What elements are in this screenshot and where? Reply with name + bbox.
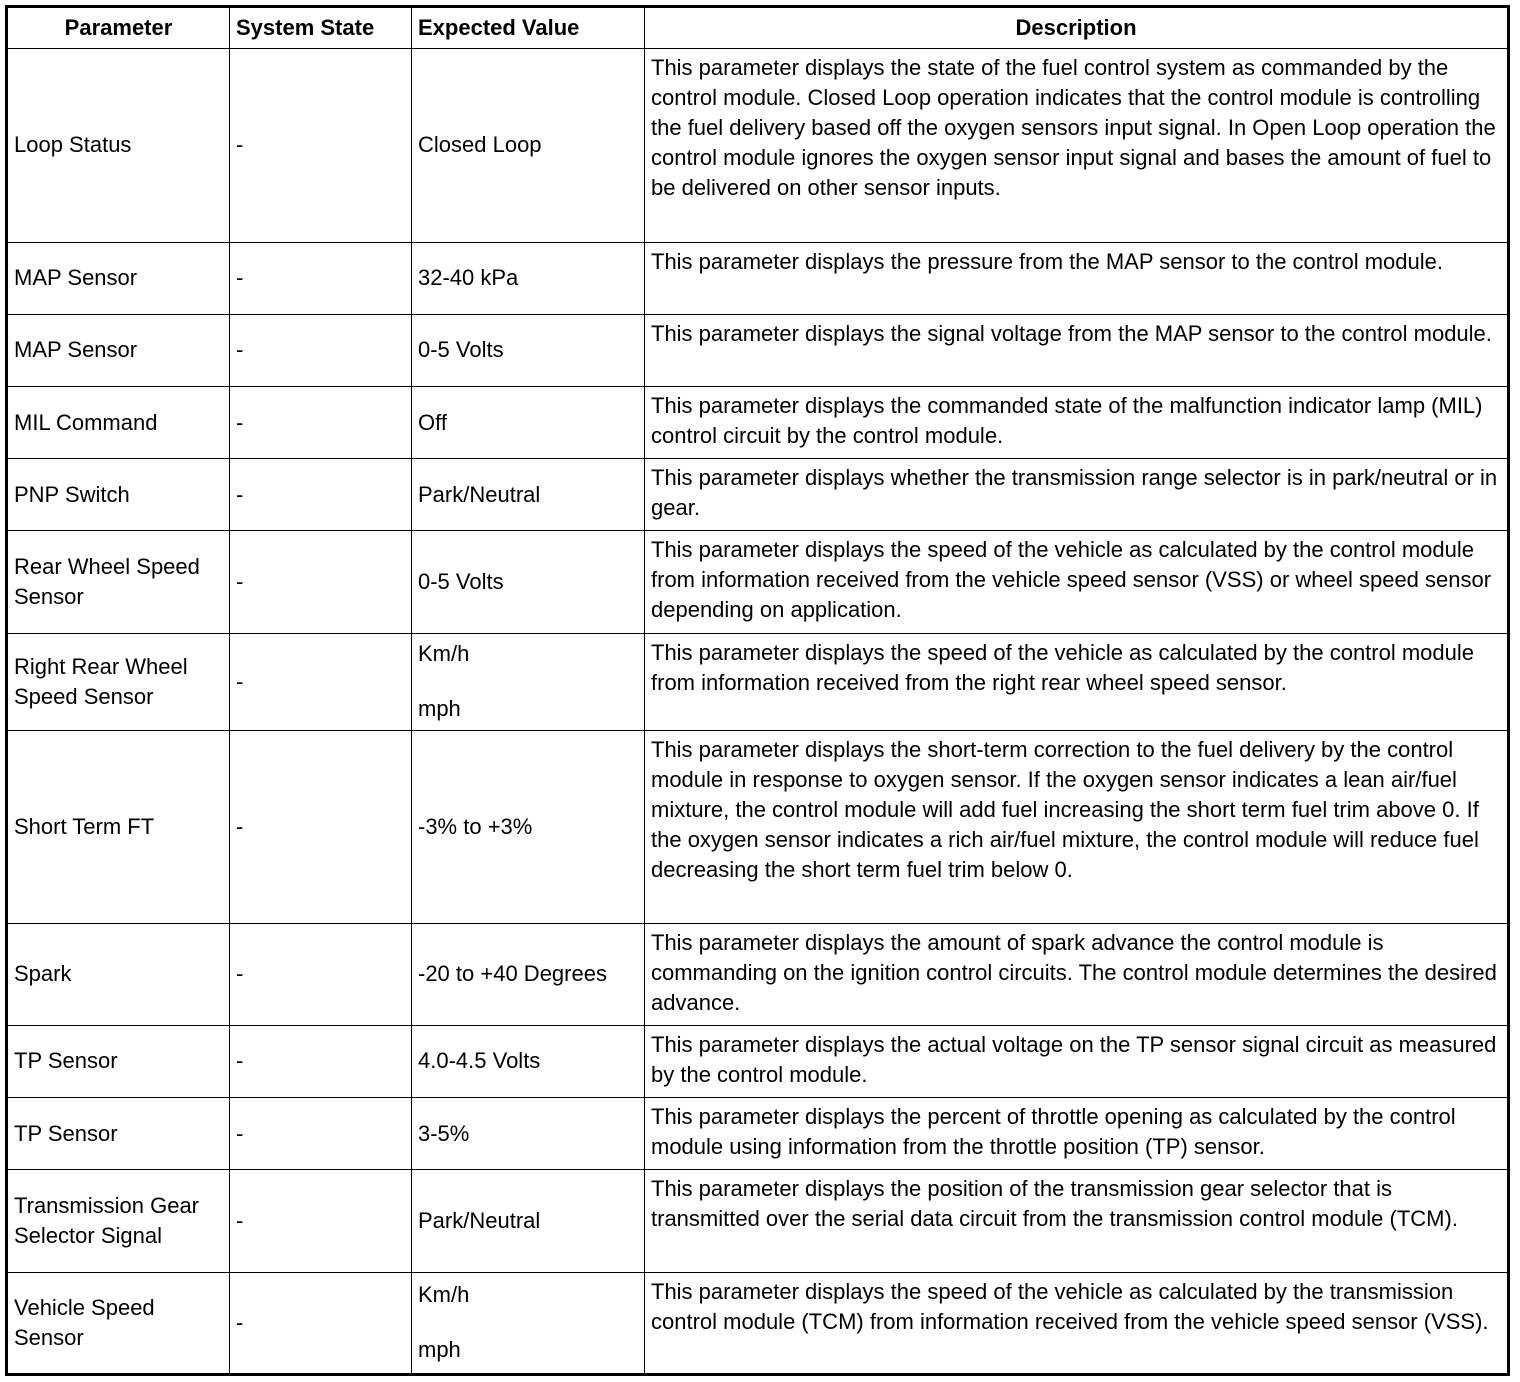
cell-description: This parameter displays the amount of spark advance the control module is commanding on the ignition control circuits. The control module determines the desired advance. — [645, 923, 1509, 1025]
cell-description: This parameter displays the short-term correction to the fuel delivery by the control module in response to oxygen sensor. If the oxygen sensor indicates a lean air/fuel mixture, the control module will add fuel increasing the short term fuel trim above 0. If the oxygen sensor indicates a rich air/fuel mixture, the control module will reduce fuel decreasing the short term fuel trim below 0. — [645, 730, 1509, 923]
table-row — [7, 49, 1509, 243]
table-row — [7, 1272, 1509, 1374]
cell-description: This parameter displays whether the transmission range selector is in park/neutral or in gear. — [645, 459, 1509, 531]
table-row — [7, 730, 1509, 923]
table-row — [7, 314, 1509, 386]
cell-description: This parameter displays the signal voltage from the MAP sensor to the control module. — [645, 314, 1509, 386]
cell-system-state: - — [230, 49, 412, 243]
cell-parameter: Vehicle Speed Sensor — [7, 1272, 230, 1374]
cell-parameter: Spark — [7, 923, 230, 1025]
cell-expected-value: -20 to +40 Degrees — [412, 923, 645, 1025]
table-row — [7, 923, 1509, 1025]
cell-system-state: - — [230, 459, 412, 531]
header-expected-value: Expected Value — [412, 7, 645, 49]
cell-system-state: - — [230, 633, 412, 730]
table-row — [7, 386, 1509, 458]
cell-parameter: Rear Wheel Speed Sensor — [7, 531, 230, 633]
cell-system-state: - — [230, 1098, 412, 1170]
table-row — [7, 1170, 1509, 1272]
cell-system-state: - — [230, 1025, 412, 1097]
cell-expected-value: Closed Loop — [412, 49, 645, 243]
cell-parameter: Transmission Gear Selector Signal — [7, 1170, 230, 1272]
expected-value-kmh: Km/h — [418, 641, 470, 667]
cell-description: This parameter displays the actual voltage on the TP sensor signal circuit as measured by the control module. — [645, 1025, 1509, 1097]
header-system-state: System State — [230, 7, 412, 49]
cell-parameter: Short Term FT — [7, 730, 230, 923]
cell-expected-value: 32-40 kPa — [412, 242, 645, 314]
cell-parameter: MIL Command — [7, 386, 230, 458]
cell-expected-value: 0-5 Volts — [412, 314, 645, 386]
cell-parameter: TP Sensor — [7, 1025, 230, 1097]
cell-description: This parameter displays the pressure from the MAP sensor to the control module. — [645, 242, 1509, 314]
cell-system-state: - — [230, 730, 412, 923]
cell-parameter: Loop Status — [7, 49, 230, 243]
table-row — [7, 633, 1509, 730]
cell-description: This parameter displays the commanded state of the malfunction indicator lamp (MIL) control circuit by the control module. — [645, 386, 1509, 458]
cell-parameter: MAP Sensor — [7, 242, 230, 314]
cell-system-state: - — [230, 531, 412, 633]
cell-system-state: - — [230, 923, 412, 1025]
cell-system-state: - — [230, 1170, 412, 1272]
cell-system-state: - — [230, 314, 412, 386]
cell-description: This parameter displays the position of the transmission gear selector that is transmitted over the serial data circuit from the transmission control module (TCM). — [645, 1170, 1509, 1272]
cell-expected-value — [412, 633, 645, 730]
table-row — [7, 1098, 1509, 1170]
cell-expected-value: Off — [412, 386, 645, 458]
cell-expected-value: Park/Neutral — [412, 459, 645, 531]
table-row — [7, 459, 1509, 531]
cell-parameter: Right Rear Wheel Speed Sensor — [7, 633, 230, 730]
cell-expected-value: 0-5 Volts — [412, 531, 645, 633]
expected-value-mph: mph — [418, 696, 461, 722]
cell-system-state: - — [230, 242, 412, 314]
table-row — [7, 242, 1509, 314]
data-parameters-table — [5, 5, 1510, 1376]
cell-description: This parameter displays the speed of the vehicle as calculated by the control module from information received from the vehicle speed sensor (VSS) or wheel speed sensor depending on application. — [645, 531, 1509, 633]
cell-description: This parameter displays the percent of throttle opening as calculated by the control module using information from the throttle position (TP) sensor. — [645, 1098, 1509, 1170]
table-row — [7, 531, 1509, 633]
cell-expected-value — [412, 1272, 645, 1374]
cell-parameter: PNP Switch — [7, 459, 230, 531]
header-description: Description — [645, 7, 1509, 49]
cell-description: This parameter displays the speed of the vehicle as calculated by the transmission control module (TCM) from information received from the vehicle speed sensor (VSS). — [645, 1272, 1509, 1374]
cell-description: This parameter displays the speed of the vehicle as calculated by the control module from information received from the right rear wheel speed sensor. — [645, 633, 1509, 730]
cell-expected-value: 4.0-4.5 Volts — [412, 1025, 645, 1097]
cell-parameter: TP Sensor — [7, 1098, 230, 1170]
cell-expected-value: Park/Neutral — [412, 1170, 645, 1272]
table-row — [7, 1025, 1509, 1097]
expected-value-mph: mph — [418, 1337, 461, 1363]
header-parameter: Parameter — [7, 7, 230, 49]
cell-system-state: - — [230, 386, 412, 458]
cell-expected-value: 3-5% — [412, 1098, 645, 1170]
expected-value-kmh: Km/h — [418, 1282, 470, 1308]
table-header-row — [7, 7, 1509, 49]
cell-system-state: - — [230, 1272, 412, 1374]
cell-description: This parameter displays the state of the fuel control system as commanded by the control module. Closed Loop operation indicates that the control module is controlling the fuel delivery based off the oxygen sensors input signal. In Open Loop operation the control module ignores the oxygen sensor input signal and bases the amount of fuel to be delivered on other sensor inputs. — [645, 49, 1509, 243]
cell-parameter: MAP Sensor — [7, 314, 230, 386]
cell-expected-value: -3% to +3% — [412, 730, 645, 923]
